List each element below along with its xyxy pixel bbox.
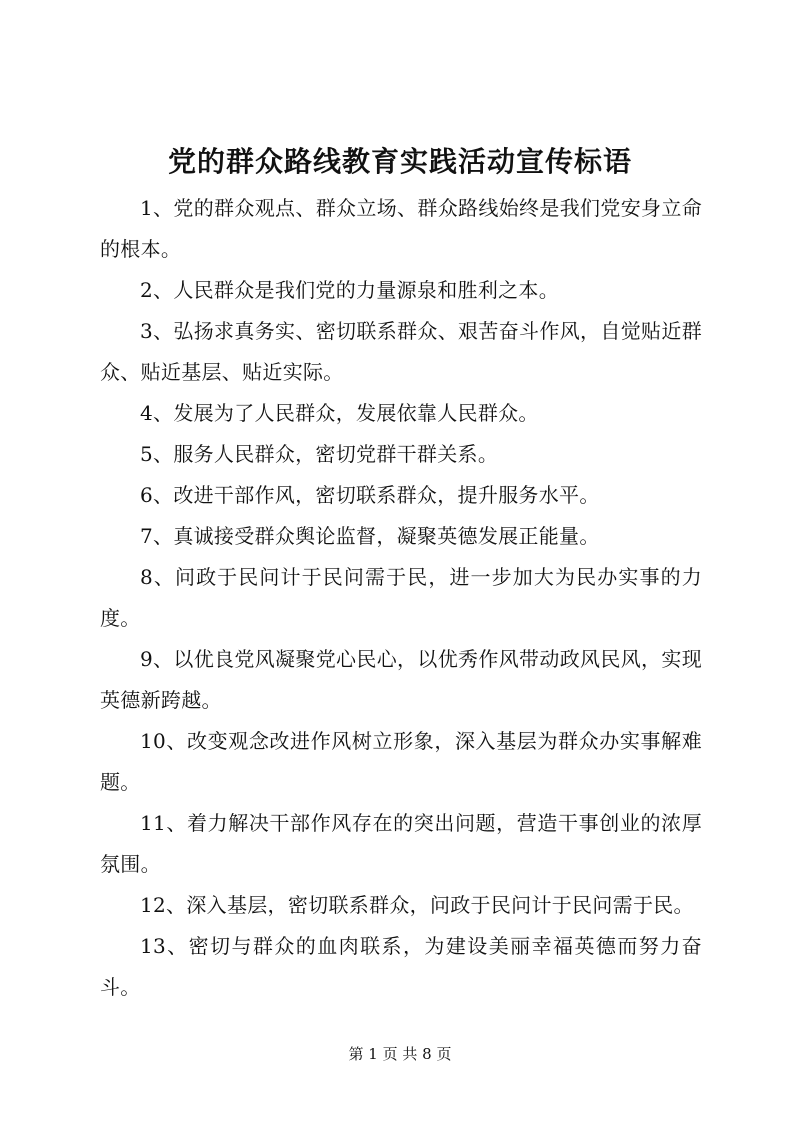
slogan-paragraph: 9、以优良党风凝聚党心民心，以优秀作风带动政风民风，实现英德新跨越。 (100, 647, 702, 712)
page-footer: 第 1 页 共 8 页 (348, 1045, 452, 1063)
slogan-paragraph: 13、密切与群众的血肉联系，为建设美丽幸福英德而努力奋斗。 (100, 934, 702, 999)
slogan-paragraph: 5、服务人民群众，密切党群干群关系。 (140, 442, 499, 466)
slogan-paragraph: 11、着力解决干部作风存在的突出问题，营造干事创业的浓厚氛围。 (100, 811, 702, 876)
slogan-paragraph: 3、弘扬求真务实、密切联系群众、艰苦奋斗作风，自觉贴近群众、贴近基层、贴近实际。 (100, 319, 702, 384)
slogan-paragraph: 12、深入基层，密切联系群众，问政于民问计于民问需于民。 (140, 893, 694, 917)
slogan-paragraph: 6、改进干部作风，密切联系群众，提升服务水平。 (140, 483, 600, 507)
page-title: 党的群众路线教育实践活动宣传标语 (167, 145, 632, 178)
slogan-paragraph: 7、真诚接受群众舆论监督，凝聚英德发展正能量。 (140, 524, 600, 548)
slogan-paragraph: 10、改变观念改进作风树立形象，深入基层为群众办实事解难题。 (100, 729, 702, 794)
slogan-list (100, 188, 702, 1008)
slogan-paragraph: 4、发展为了人民群众，发展依靠人民群众。 (140, 401, 539, 425)
slogan-paragraph: 1、党的群众观点、群众立场、群众路线始终是我们党安身立命的根本。 (100, 196, 702, 261)
slogan-paragraph: 2、人民群众是我们党的力量源泉和胜利之本。 (140, 278, 560, 302)
slogan-paragraph: 8、问政于民问计于民问需于民，进一步加大为民办实事的力度。 (100, 565, 702, 630)
